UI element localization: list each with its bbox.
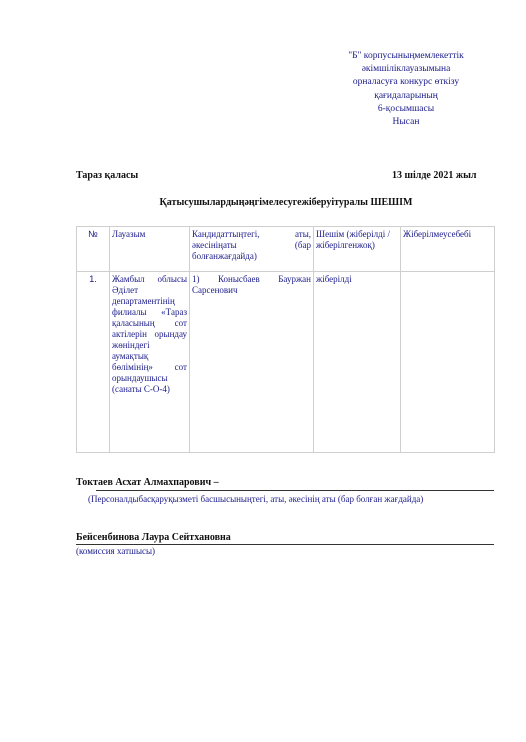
header-candidate: Кандидаттыңтегі, аты, әкесініңаты (бар болғанжағдайда) xyxy=(190,227,314,272)
appendix-header xyxy=(318,50,494,129)
secretary-name: Бейсенбинова Лаура Сейтхановна xyxy=(76,532,231,543)
header-decision: Шешім (жіберілді / жіберілгенжоқ) xyxy=(314,227,401,272)
row-position: Жамбыл облысы Әділет департаментінің филиалы «Тараз қаласының сот актілерін орындау жөніндегі аумақтық бөлімінің» сот орындаушысы (санаты С-О-4) xyxy=(110,272,190,453)
document-date: 13 шілде 2021 жыл xyxy=(392,170,477,181)
row-number: 1. xyxy=(77,272,110,453)
header-line: орналасуға конкурс өткізу xyxy=(352,77,460,88)
row-reason xyxy=(401,272,495,453)
header-line: Нысан xyxy=(392,117,420,128)
signature-line xyxy=(76,544,494,545)
decision-table xyxy=(76,226,495,453)
header-position: Лауазым xyxy=(110,227,190,272)
header-number: № xyxy=(77,227,110,272)
row-candidate: 1) Конысбаев Бауржан Сарсенович xyxy=(190,272,314,453)
header-line: қағидаларының xyxy=(374,90,438,101)
hr-head-name: Токтаев Асхат Алмахпарович – xyxy=(76,477,219,488)
table-row xyxy=(77,272,495,453)
header-line: "Б" корпусыныңмемлекеттік xyxy=(348,51,464,61)
row-decision: жіберілді xyxy=(314,272,401,453)
document-title: Қатысушылардыңәңгімелесугежіберуітуралы ШЕШІМ xyxy=(159,197,413,208)
header-reason: Жіберілмеусебебі xyxy=(401,227,495,272)
header-line: 6-қосымшасы xyxy=(377,103,435,114)
signature-line xyxy=(96,490,494,491)
secretary-caption: (комиссия хатшысы) xyxy=(76,546,156,556)
header-line: әкімшіліклауазымына xyxy=(361,64,451,75)
document-place: Тараз қаласы xyxy=(76,170,139,181)
table-header-row xyxy=(77,227,495,272)
hr-head-caption: (Персоналдыбасқаруқызметі басшысыныңтегі, аты, әкесінің аты (бар болған жағдайда) xyxy=(88,494,424,504)
